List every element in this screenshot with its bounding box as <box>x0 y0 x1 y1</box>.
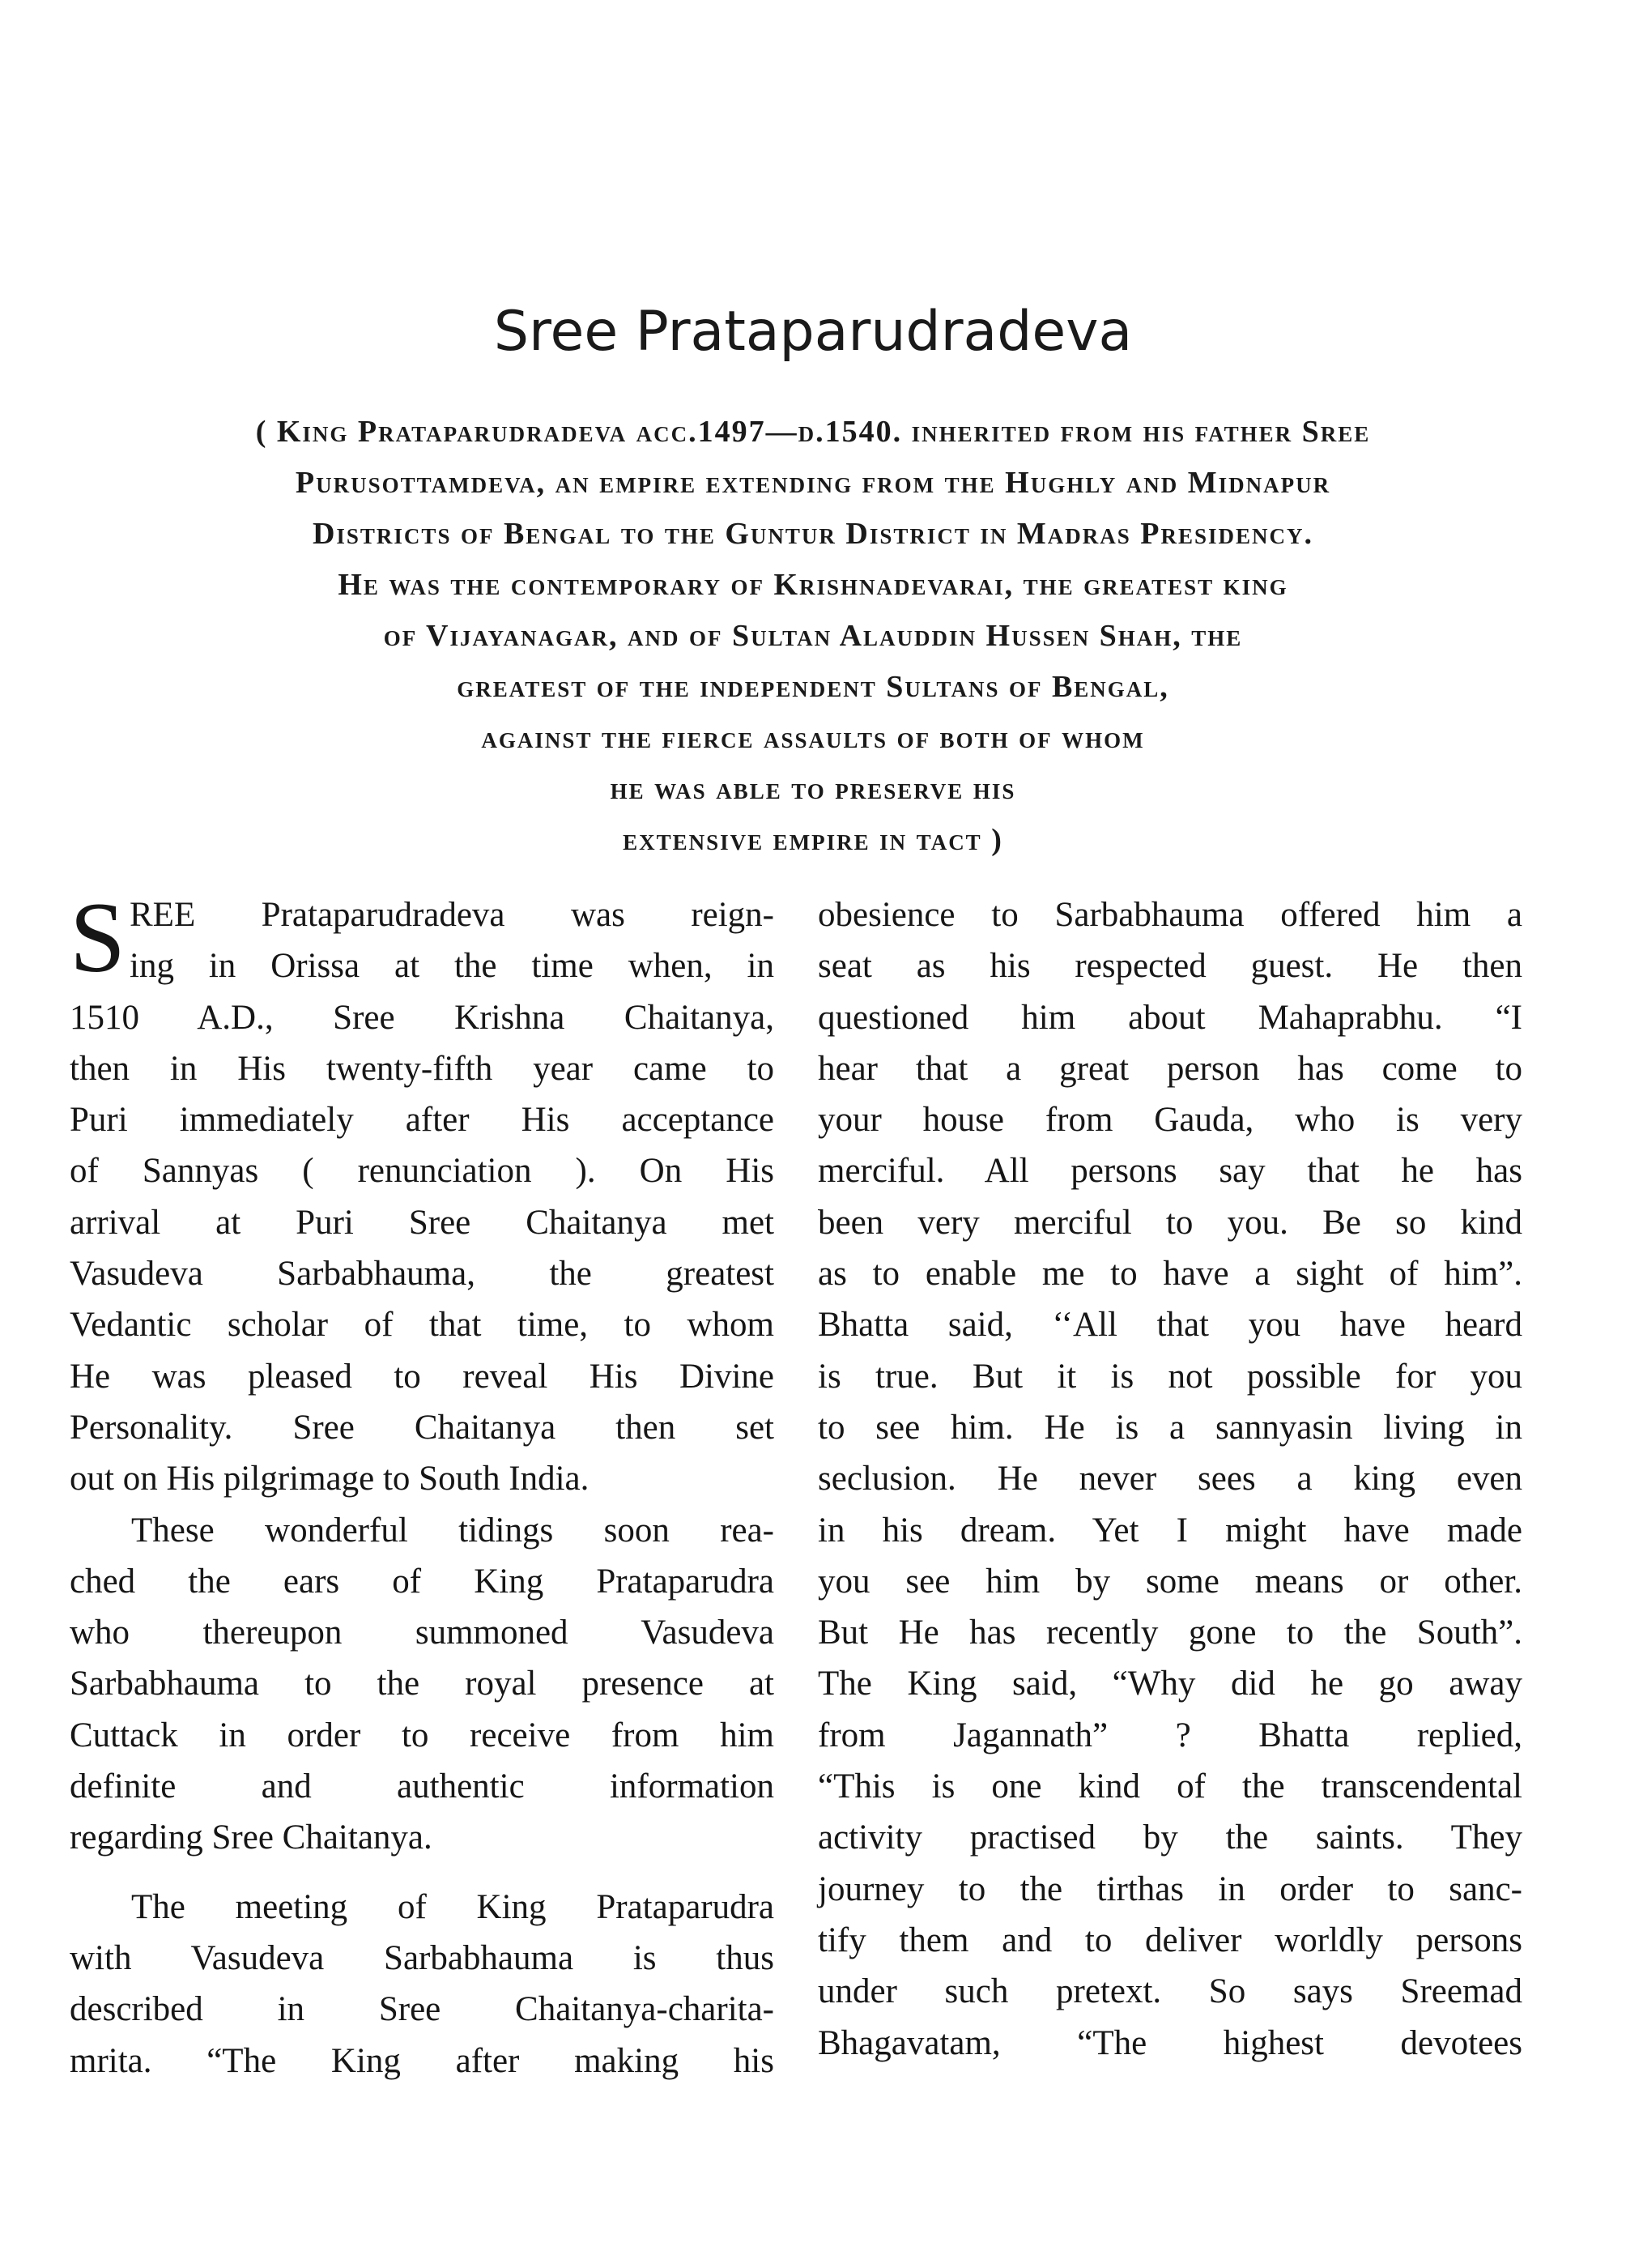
text-line: Puri immediately after His acceptance <box>70 1101 774 1140</box>
text-line: definite and authentic information <box>70 1767 774 1806</box>
text-line: merciful. All persons say that he has <box>818 1152 1522 1191</box>
text-line: ing in Orissa at the time when, in <box>130 947 774 986</box>
text-line: But He has recently gone to the South”. <box>818 1614 1522 1652</box>
text-line: to see him. He is a sannyasin living in <box>818 1408 1522 1447</box>
text-line: obesience to Sarbabhauma offered him a <box>818 896 1522 934</box>
text-line: is true. But it is not possible for you <box>818 1357 1522 1396</box>
text-line: He was pleased to reveal His Divine <box>70 1357 774 1396</box>
text-line: described in Sree Chaitanya-charita- <box>70 1990 774 2029</box>
subtitle-line: against the fierce assaults of both of whom <box>481 721 1145 755</box>
subtitle-line: He was the contemporary of Krishnadevarai, the greatest king <box>338 568 1288 602</box>
text-line: as to enable me to have a sight of him”. <box>818 1255 1522 1294</box>
text-line: mrita. “The King after making his <box>70 2041 774 2080</box>
text-line: Bhatta said, ‘‘All that you have heard <box>818 1306 1522 1345</box>
text-line: you see him by some means or other. <box>818 1562 1522 1601</box>
text-line: been very merciful to you. Be so kind <box>818 1203 1522 1242</box>
text-line: REE Prataparudradeva was reign- <box>130 896 774 934</box>
text-line: 1510 A.D., Sree Krishna Chaitanya, <box>70 998 774 1037</box>
text-line: tify them and to deliver worldly persons <box>818 1921 1522 1959</box>
right-column <box>818 889 1522 2069</box>
text-line: seclusion. He never sees a king even <box>818 1460 1522 1498</box>
text-line: The meeting of King Prataparudra <box>131 1887 774 1926</box>
left-column <box>70 882 774 2087</box>
paragraph-2 <box>70 1505 774 1864</box>
subtitle-line: Purusottamdeva, an empire extending from the Hughly and Midnapur <box>295 466 1331 500</box>
text-line: with Vasudeva Sarbabhauma is thus <box>70 1938 774 1977</box>
text-line: arrival at Puri Sree Chaitanya met <box>70 1203 774 1242</box>
text-line: Personality. Sree Chaitanya then set <box>70 1408 774 1447</box>
subtitle-line: greatest of the independent Sultans of Bengal, <box>457 670 1169 704</box>
text-line: Bhagavatam, “The highest devotees <box>818 2023 1522 2062</box>
text-line: in his dream. Yet I might have made <box>818 1511 1522 1550</box>
subtitle-line: extensive empire in tact ) <box>623 823 1003 857</box>
text-line: from Jagannath” ? Bhatta replied, <box>818 1716 1522 1754</box>
paragraph-1 <box>70 882 774 1505</box>
text-line: who thereupon summoned Vasudeva <box>70 1614 774 1652</box>
text-line: your house from Gauda, who is very <box>818 1101 1522 1140</box>
paragraph-gap <box>70 1864 774 1882</box>
subtitle-block <box>65 407 1561 866</box>
text-line: questioned him about Mahaprabhu. “I <box>818 998 1522 1037</box>
drop-cap: S <box>70 882 126 993</box>
text-line: then in His twenty-fifth year came to <box>70 1049 774 1088</box>
text-line: under such pretext. So says Sreemad <box>818 1972 1522 2011</box>
text-line: Cuttack in order to receive from him <box>70 1716 774 1754</box>
text-line: activity practised by the saints. They <box>818 1818 1522 1857</box>
text-line: Vasudeva Sarbabhauma, the greatest <box>70 1255 774 1294</box>
subtitle-line: of Vijayanagar, and of Sultan Alauddin Hussen Shah, the <box>383 619 1243 653</box>
text-line: out on His pilgrimage to South India. <box>70 1460 590 1498</box>
subtitle-line: he was able to preserve his <box>610 772 1016 806</box>
text-line: Sarbabhauma to the royal presence at <box>70 1665 774 1703</box>
paragraph-3 <box>70 1882 774 2087</box>
page-title: Sree Prataparudradeva <box>493 300 1133 364</box>
text-line: Vedantic scholar of that time, to whom <box>70 1306 774 1345</box>
subtitle-line: Districts of Bengal to the Guntur District in Madras Presidency. <box>312 517 1314 551</box>
text-line: journey to the tirthas in order to sanc- <box>818 1869 1522 1908</box>
text-line: These wonderful tidings soon rea- <box>131 1511 774 1550</box>
text-line: of Sannyas ( renunciation ). On His <box>70 1152 774 1191</box>
text-line: The King said, “Why did he go away <box>818 1665 1522 1703</box>
subtitle-line: ( King Prataparudradeva acc.1497—d.1540. inherited from his father Sree <box>255 415 1371 449</box>
text-line: hear that a great person has come to <box>818 1049 1522 1088</box>
text-line: seat as his respected guest. He then <box>818 947 1522 986</box>
text-line: regarding Sree Chaitanya. <box>70 1818 432 1857</box>
text-line: “This is one kind of the transcendental <box>818 1767 1522 1806</box>
text-line: ched the ears of King Prataparudra <box>70 1562 774 1601</box>
